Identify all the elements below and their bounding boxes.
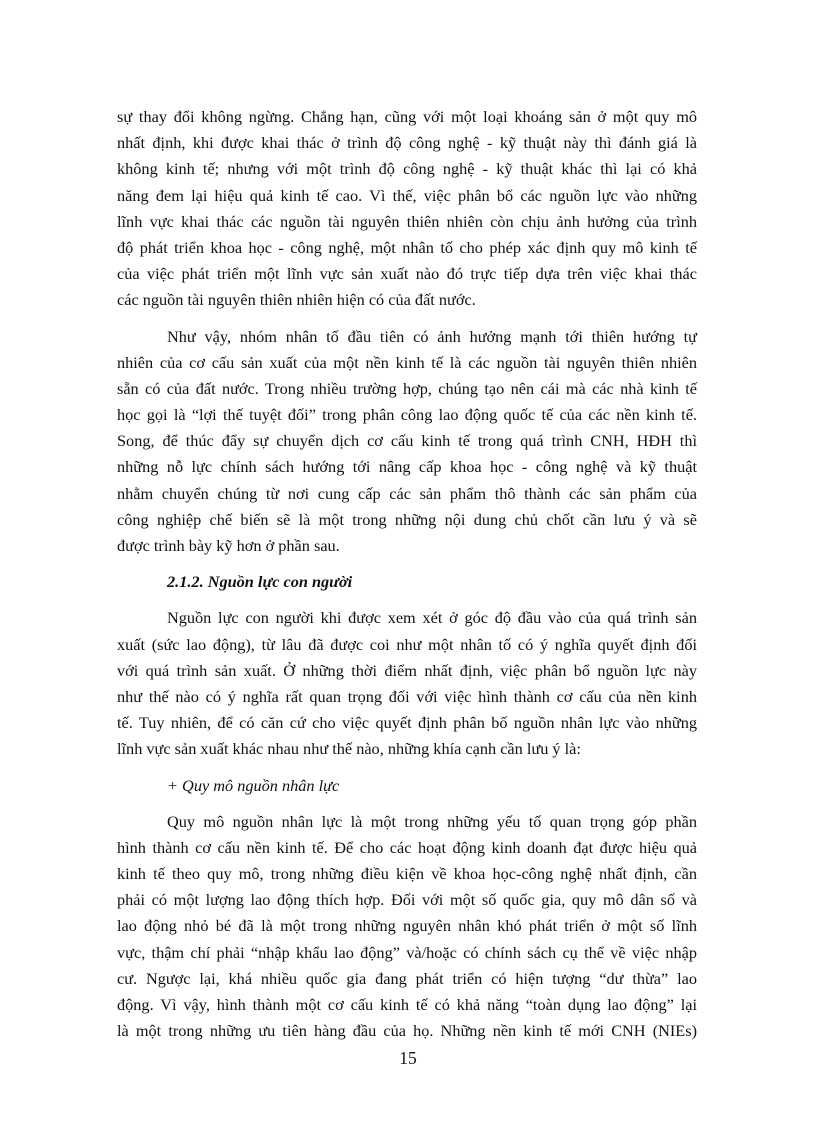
paragraph-3-line: tế. Tuy nhiên, để có căn cứ cho việc quyết định phân bố nguồn nhân lực vào những (117, 713, 697, 733)
paragraph-2-line: Song, để thúc đẩy sự chuyển dịch cơ cấu kinh tế trong quá trình CNH, HĐH thì (117, 431, 697, 451)
paragraph-4-line: hình thành cơ cấu nền kinh tế. Để cho các hoạt động kinh doanh đạt được hiệu quả (117, 837, 697, 857)
paragraph-1-line: không kinh tế; nhưng với một trình độ công nghệ - kỹ thuật khác thì lại có khả (117, 159, 697, 179)
paragraph-3 (117, 605, 697, 762)
paragraph-4-line: lao động nhỏ bé đã là một trong những nguyên nhân khó phát triển ở một số lĩnh (117, 916, 697, 936)
paragraph-2-line: sẵn có của đất nước. Trong nhiều trường hợp, chúng tạo nên cái mà các nhà kinh tế (117, 378, 697, 398)
paragraph-4-line: kinh tế theo quy mô, trong những điều kiện về khoa học-công nghệ nhất định, cần (117, 864, 697, 884)
paragraph-2-line: Như vậy, nhóm nhân tố đầu tiên có ảnh hưởng mạnh tới thiên hướng tự (167, 326, 697, 346)
subheading: + Quy mô nguồn nhân lực (167, 775, 340, 795)
paragraph-2-line: nhằm chuyển chúng từ nơi cung cấp các sản phẩm thô thành các sản phẩm của (117, 483, 697, 503)
paragraph-2-line: công nghiệp chế biến sẽ là một trong những nội dung chủ chốt cần lưu ý và sẽ (117, 509, 697, 529)
paragraph-1-line: năng đem lại hiệu quả kinh tế cao. Vì thế, việc phân bổ các nguồn lực vào những (117, 185, 697, 205)
paragraph-1-line: các nguồn tài nguyên thiên nhiên hiện có của đất nước. (117, 290, 476, 310)
paragraph-1-line: lĩnh vực khai thác các nguồn tài nguyên thiên nhiên còn chịu ảnh hưởng của trình (117, 211, 697, 231)
paragraph-3-line: như thế nào có ý nghĩa rất quan trọng đối với việc hình thành cơ cấu của nền kinh (117, 686, 697, 706)
paragraph-4-line: Quy mô nguồn nhân lực là một trong những yếu tố quan trọng góp phần (167, 811, 697, 831)
paragraph-1-line: nhất định, khi được khai thác ở trình độ công nghệ - kỹ thuật này thì đánh giá là (117, 133, 697, 153)
paragraph-2-line: nhiên của cơ cấu sản xuất của một nền kinh tế là các nguồn tài nguyên thiên nhiên (117, 352, 697, 372)
paragraph-4-line: động. Vì vậy, hình thành một cơ cấu kinh tế có khả năng “toàn dụng lao động” lại (117, 995, 697, 1015)
paragraph-3-line: Nguồn lực con người khi được xem xét ở góc độ đầu vào của quá trình sản (167, 608, 697, 628)
paragraph-4 (117, 809, 697, 1045)
paragraph-1-line: độ phát triển khoa học - công nghệ, một nhân tố cho phép xác định quy mô kinh tế (117, 237, 697, 257)
paragraph-4-line: phải có một lượng lao động thích hợp. Đối với một số quốc gia, quy mô dân số và (117, 890, 697, 910)
paragraph-2-line: những nỗ lực chính sách hướng tới nâng cấp khoa học - công nghệ và kỹ thuật (117, 457, 697, 477)
section-heading: 2.1.2. Nguồn lực con người (167, 572, 353, 592)
paragraph-1-line: sự thay đổi không ngừng. Chẳng hạn, cũng với một loại khoáng sản ở một quy mô (117, 107, 697, 126)
paragraph-3-line: với quá trình sản xuất. Ở những thời điểm nhất định, việc phân bổ nguồn lực này (117, 660, 697, 680)
paragraph-4-line: cư. Ngược lại, khá nhiều quốc gia đang phát triển có hiện tượng “dư thừa” lao (117, 968, 697, 988)
paragraph-4-line: vực, thậm chí phải “nhập khẩu lao động” và/hoặc có chính sách cụ thể về việc nhập (117, 942, 697, 962)
paragraph-2-line: học gọi là “lợi thế tuyệt đối” trong phân công lao động quốc tế của các nền kinh tế. (117, 405, 697, 425)
paragraph-3-line: lĩnh vực sản xuất khác nhau như thế nào, những khía cạnh cần lưu ý là: (117, 739, 581, 759)
paragraph-2 (117, 324, 697, 560)
paragraph-1-line: của việc phát triển một lĩnh vực sản xuất nào đó trực tiếp dựa trên việc khai thác (117, 264, 697, 284)
paragraph-2-line: được trình bày kỹ hơn ở phần sau. (117, 536, 340, 555)
paragraph-1 (117, 104, 697, 314)
paragraph-4-line: là một trong những ưu tiên hàng đầu của họ. Những nền kinh tế mới CNH (NIEs) (117, 1021, 697, 1041)
page-body (117, 104, 697, 1044)
paragraph-3-line: xuất (sức lao động), từ lâu đã được coi như một nhân tố có ý nghĩa quyết định đối (117, 634, 697, 654)
page-number: 15 (399, 1048, 417, 1068)
